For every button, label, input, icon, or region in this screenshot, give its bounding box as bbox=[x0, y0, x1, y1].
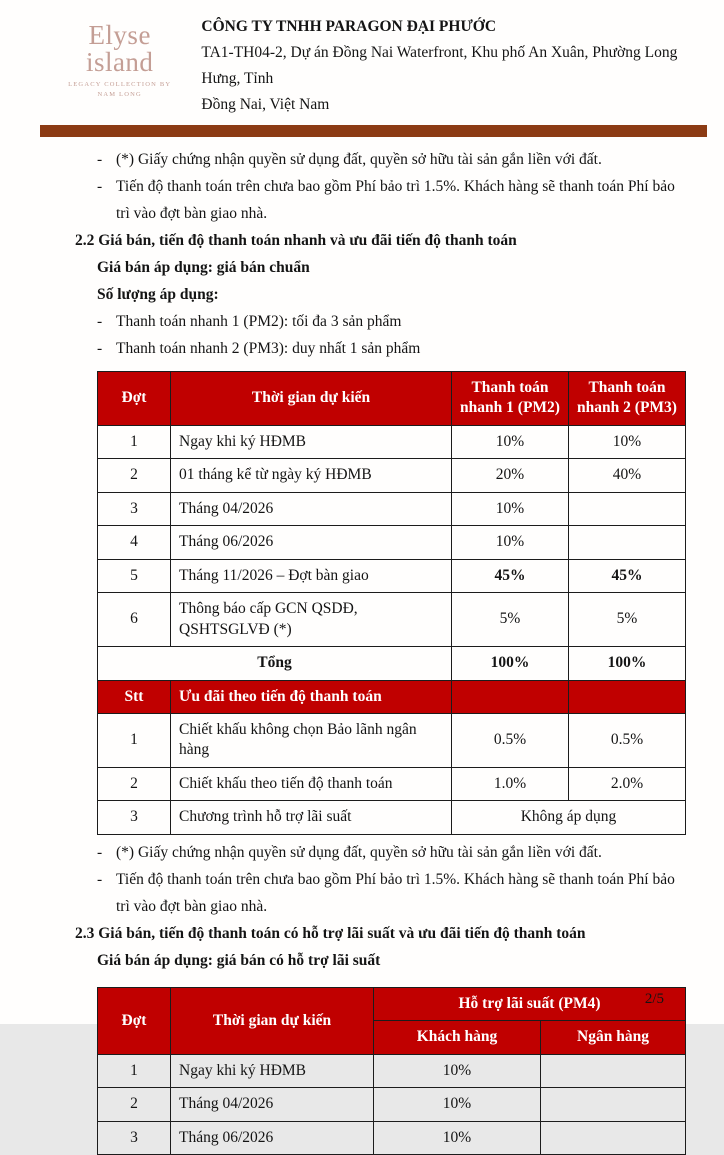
document-body bbox=[0, 137, 724, 1155]
pm2-cell: 5% bbox=[452, 593, 569, 647]
table-header-row bbox=[98, 987, 686, 1020]
note-item bbox=[97, 173, 686, 227]
header-time: Thời gian dự kiến bbox=[171, 372, 452, 426]
logo-tagline-line2: NAM LONG bbox=[97, 90, 142, 98]
company-info bbox=[201, 14, 706, 118]
note-item bbox=[97, 866, 686, 920]
promo-header-label: Ưu đãi theo tiến độ thanh toán bbox=[171, 680, 452, 713]
pm3-cell: 0.5% bbox=[569, 713, 686, 767]
company-address-line2: Đồng Nai, Việt Nam bbox=[201, 96, 330, 113]
company-address-line1: TA1-TH04-2, Dự án Đồng Nai Waterfront, Khu phố An Xuân, Phường Long Hưng, Tỉnh bbox=[201, 44, 678, 87]
page-number: 2/5 bbox=[644, 991, 664, 1007]
promo-header-row bbox=[98, 680, 686, 713]
bullet-marker: - bbox=[97, 151, 103, 168]
total-label-cell: Tổng bbox=[98, 647, 452, 680]
subheader-customer: Khách hàng bbox=[374, 1021, 541, 1054]
price-applied-line: Giá bán áp dụng: giá bán chuẩn bbox=[97, 259, 310, 276]
note-text: (*) Giấy chứng nhận quyền sử dụng đất, quyền sở hữu tài sản gắn liền với đất. bbox=[116, 151, 602, 168]
total-pm2-cell: 100% bbox=[452, 647, 569, 680]
stt-cell: 1 bbox=[98, 713, 171, 767]
table-header-row bbox=[98, 372, 686, 426]
bullet-marker: - bbox=[97, 843, 103, 861]
header-pm3: Thanh toán nhanh 2 (PM3) bbox=[569, 372, 686, 426]
header-stage: Đợt bbox=[98, 372, 171, 426]
time-cell: Thông báo cấp GCN QSDĐ, QSHTSGLVĐ (*) bbox=[171, 593, 452, 647]
table-row bbox=[98, 526, 686, 559]
table-row bbox=[98, 593, 686, 647]
company-logo bbox=[52, 14, 187, 100]
stage-cell: 2 bbox=[98, 459, 171, 492]
promo-label-cell: Chiết khấu theo tiến độ thanh toán bbox=[171, 767, 452, 800]
bank-cell bbox=[541, 1054, 686, 1087]
pm3-cell bbox=[569, 526, 686, 559]
table-row bbox=[98, 492, 686, 525]
table-row bbox=[98, 459, 686, 492]
time-cell: 01 tháng kể từ ngày ký HĐMB bbox=[171, 459, 452, 492]
bank-cell bbox=[541, 1121, 686, 1154]
pm3-cell: 5% bbox=[569, 593, 686, 647]
pm3-cell: 45% bbox=[569, 559, 686, 592]
time-cell: Tháng 06/2026 bbox=[171, 1121, 374, 1154]
payment-schedule-table bbox=[97, 371, 686, 835]
promo-row bbox=[98, 767, 686, 800]
header-stage: Đợt bbox=[98, 987, 171, 1054]
bullet-marker: - bbox=[97, 870, 103, 888]
header-pm2: Thanh toán nhanh 1 (PM2) bbox=[452, 372, 569, 426]
table-row bbox=[98, 559, 686, 592]
promo-header-empty bbox=[569, 680, 686, 713]
bullet-marker: - bbox=[97, 313, 103, 330]
pm2-cell: 45% bbox=[452, 559, 569, 592]
pm2-cell: 0.5% bbox=[452, 713, 569, 767]
bullet-marker: - bbox=[97, 340, 103, 357]
pm3-cell: 10% bbox=[569, 425, 686, 458]
pm2-cell: 10% bbox=[452, 425, 569, 458]
section-22-heading: 2.2 Giá bán, tiến độ thanh toán nhanh và ưu đãi tiến độ thanh toán bbox=[75, 232, 517, 249]
list-item bbox=[97, 335, 686, 362]
stage-cell: 6 bbox=[98, 593, 171, 647]
logo-tagline bbox=[52, 80, 187, 100]
letterhead-accent-bar bbox=[40, 125, 707, 137]
company-name: CÔNG TY TNHH PARAGON ĐẠI PHƯỚC bbox=[201, 18, 497, 35]
stage-cell: 3 bbox=[98, 492, 171, 525]
pm3-cell: 2.0% bbox=[569, 767, 686, 800]
promo-row bbox=[98, 801, 686, 834]
stt-cell: 2 bbox=[98, 767, 171, 800]
list-item-text: Thanh toán nhanh 1 (PM2): tối đa 3 sản phẩm bbox=[116, 313, 402, 330]
merged-value-cell: Không áp dụng bbox=[452, 801, 686, 834]
time-cell: Tháng 04/2026 bbox=[171, 1088, 374, 1121]
table-row bbox=[98, 1088, 686, 1121]
time-cell: Tháng 11/2026 – Đợt bàn giao bbox=[171, 559, 452, 592]
list-item bbox=[97, 308, 686, 335]
logo-tagline-line1: LEGACY COLLECTION BY bbox=[68, 81, 172, 88]
pm2-cell: 10% bbox=[452, 526, 569, 559]
header-time: Thời gian dự kiến bbox=[171, 987, 374, 1054]
time-cell: Tháng 04/2026 bbox=[171, 492, 452, 525]
promo-row bbox=[98, 713, 686, 767]
pm2-cell: 20% bbox=[452, 459, 569, 492]
quantity-applied-line: Số lượng áp dụng: bbox=[97, 286, 219, 303]
pm3-cell: 40% bbox=[569, 459, 686, 492]
price-applied-line: Giá bán áp dụng: giá bán có hỗ trợ lãi suất bbox=[97, 951, 381, 969]
pm2-cell: 10% bbox=[452, 492, 569, 525]
stt-cell: 3 bbox=[98, 801, 171, 834]
table-row bbox=[98, 425, 686, 458]
stage-cell: 2 bbox=[98, 1088, 171, 1121]
stage-cell: 3 bbox=[98, 1121, 171, 1154]
time-cell: Ngay khi ký HĐMB bbox=[171, 1054, 374, 1087]
total-pm3-cell: 100% bbox=[569, 647, 686, 680]
stage-cell: 4 bbox=[98, 526, 171, 559]
letterhead bbox=[0, 0, 724, 118]
total-row bbox=[98, 647, 686, 680]
bullet-marker: - bbox=[97, 178, 103, 195]
stage-cell: 1 bbox=[98, 1054, 171, 1087]
pm3-cell bbox=[569, 492, 686, 525]
logo-brand-text: Elyse island bbox=[85, 20, 154, 77]
interest-support-table bbox=[97, 987, 686, 1155]
note-text: (*) Giấy chứng nhận quyền sử dụng đất, quyền sở hữu tài sản gắn liền với đất. bbox=[116, 843, 602, 861]
stage-cell: 1 bbox=[98, 425, 171, 458]
promo-header-stt: Stt bbox=[98, 680, 171, 713]
subheader-bank: Ngân hàng bbox=[541, 1021, 686, 1054]
table-row bbox=[98, 1121, 686, 1154]
note-text: Tiến độ thanh toán trên chưa bao gồm Phí bảo trì 1.5%. Khách hàng sẽ thanh toán Phí bảo trì vào đợt bàn giao nhà. bbox=[116, 870, 675, 915]
time-cell: Tháng 06/2026 bbox=[171, 526, 452, 559]
time-cell: Ngay khi ký HĐMB bbox=[171, 425, 452, 458]
header-pm4-group: Hỗ trợ lãi suất (PM4) bbox=[374, 987, 686, 1020]
note-item bbox=[97, 839, 686, 866]
stage-cell: 5 bbox=[98, 559, 171, 592]
note-text: Tiến độ thanh toán trên chưa bao gồm Phí bảo trì 1.5%. Khách hàng sẽ thanh toán Phí bảo trì vào đợt bàn giao nhà. bbox=[116, 178, 675, 222]
customer-cell: 10% bbox=[374, 1088, 541, 1121]
promo-label-cell: Chương trình hỗ trợ lãi suất bbox=[171, 801, 452, 834]
customer-cell: 10% bbox=[374, 1054, 541, 1087]
table-row bbox=[98, 1054, 686, 1087]
promo-label-cell: Chiết khấu không chọn Bảo lãnh ngân hàng bbox=[171, 713, 452, 767]
customer-cell: 10% bbox=[374, 1121, 541, 1154]
promo-header-empty bbox=[452, 680, 569, 713]
list-item-text: Thanh toán nhanh 2 (PM3): duy nhất 1 sản phẩm bbox=[116, 340, 421, 357]
pm2-cell: 1.0% bbox=[452, 767, 569, 800]
section-23-heading: 2.3 Giá bán, tiến độ thanh toán có hỗ trợ lãi suất và ưu đãi tiến độ thanh toán bbox=[75, 924, 586, 942]
bank-cell bbox=[541, 1088, 686, 1121]
note-item bbox=[97, 146, 686, 173]
